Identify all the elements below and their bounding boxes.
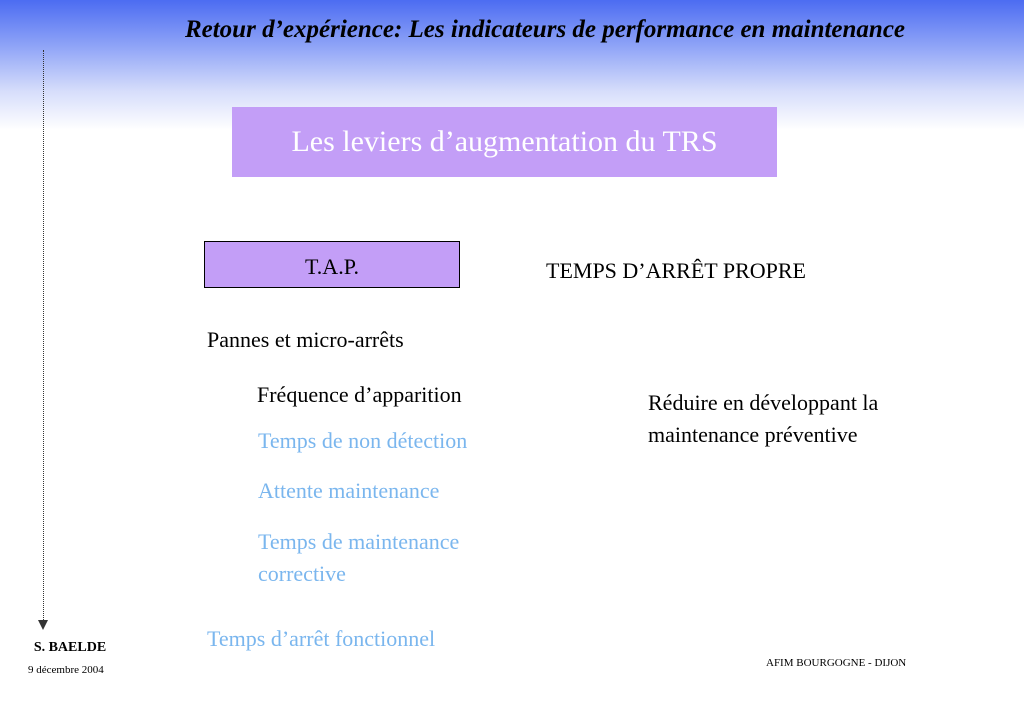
- subtitle-text: Les leviers d’augmentation du TRS: [291, 125, 718, 158]
- slide-title: Retour d’expérience: Les indicateurs de performance en maintenance: [184, 16, 906, 43]
- item-corrective-line1: Temps de maintenance: [258, 529, 460, 554]
- subtitle-box: [232, 107, 777, 177]
- footer-organization: AFIM BOURGOGNE - DIJON: [766, 657, 907, 669]
- item-functional: Temps d’arrêt fonctionnel: [207, 626, 436, 651]
- arrow-down-icon: [38, 620, 48, 630]
- footer-author: S. BAELDE: [33, 640, 107, 655]
- tap-definition: TEMPS D’ARRÊT PROPRE: [546, 258, 806, 283]
- tap-label: T.A.P.: [305, 254, 359, 279]
- tap-box: [204, 241, 460, 288]
- category-label: Pannes et micro-arrêts: [207, 327, 404, 352]
- action-line2: maintenance préventive: [648, 422, 858, 447]
- item-waiting: Attente maintenance: [258, 478, 440, 503]
- action-line1: Réduire en développant la: [648, 390, 879, 415]
- item-corrective-line2: corrective: [258, 561, 346, 586]
- item-frequency: Fréquence d’apparition: [257, 382, 462, 407]
- footer-date: 9 décembre 2004: [28, 664, 104, 676]
- timeline-dotted-line: [43, 50, 44, 624]
- item-non-detection: Temps de non détection: [258, 428, 468, 453]
